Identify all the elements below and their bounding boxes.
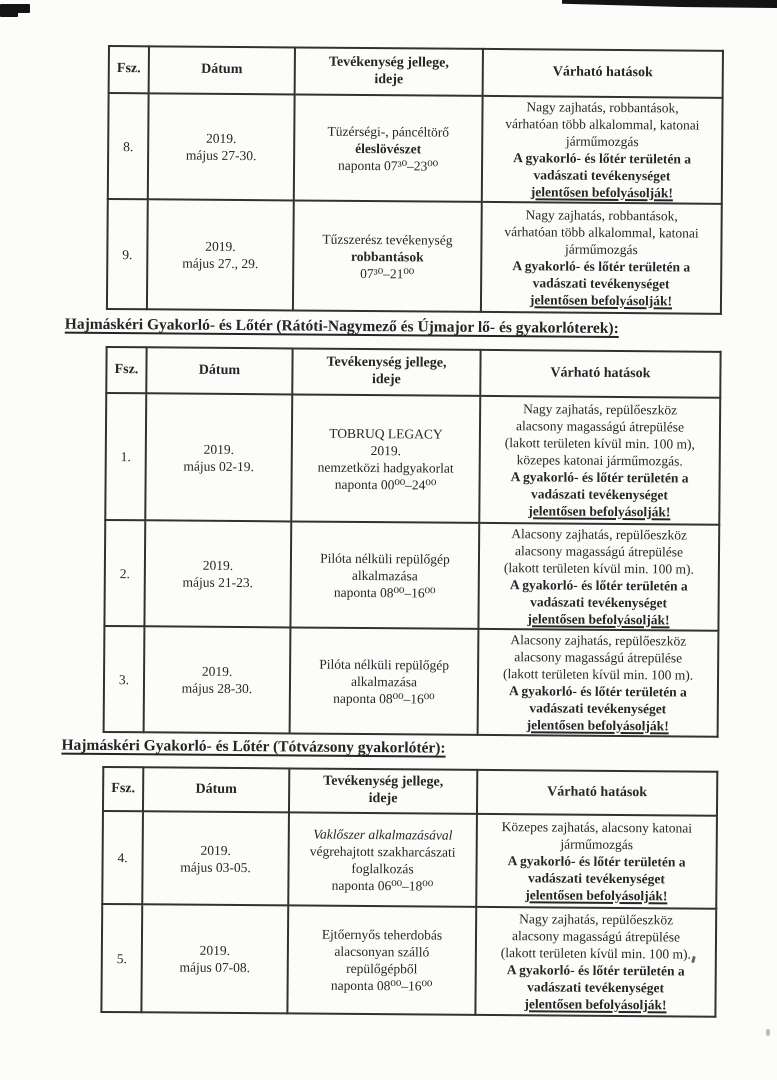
section-heading-ratoti-ujmajor: Hajmáskéri Gyakorló- és Lőtér (Rátóti-Nagymező és Újmajor lő- és gyakorlóterek): bbox=[64, 315, 619, 338]
table-row bbox=[104, 626, 719, 737]
row-number-cell: 9. bbox=[107, 199, 148, 309]
date-cell: 2019. május 27., 29. bbox=[147, 199, 294, 310]
schedule-table-1 bbox=[106, 45, 724, 315]
date-cell: 2019. május 28-30. bbox=[144, 626, 291, 733]
section-heading-totvazsony: Hajmáskéri Gyakorló- és Lőtér (Tótvázsony gyakorlótér): bbox=[61, 736, 446, 757]
table-header-row bbox=[109, 46, 723, 98]
header-effects: Várható hatások bbox=[483, 49, 723, 98]
activity-cell: TOBRUQ LEGACY 2019. nemzetközi hadgyakorlat naponta 00⁰⁰–24⁰⁰ bbox=[291, 394, 480, 522]
table-row bbox=[107, 199, 722, 314]
row-number-cell: 4. bbox=[102, 811, 143, 904]
header-datum: Dátum bbox=[146, 347, 292, 394]
header-activity: Tevékenység jellege, ideje bbox=[289, 768, 477, 813]
header-datum: Dátum bbox=[149, 46, 295, 94]
activity-cell: Ejtőernyős teherdobás alacsonyan szálló repülőgépből naponta 08⁰⁰–16⁰⁰ bbox=[287, 905, 476, 1014]
table-row bbox=[102, 811, 717, 909]
row-number-cell: 3. bbox=[104, 626, 145, 732]
row-number-cell: 8. bbox=[108, 93, 149, 199]
date-cell: 2019. május 27-30. bbox=[148, 93, 295, 200]
date-cell: 2019. május 03-05. bbox=[142, 811, 289, 905]
table-header-row bbox=[106, 347, 720, 398]
effects-cell: Nagy zajhatás, repülőeszköz alacsony magasságú átrepülése (lakott területen kívül min. 100 m). A gyakorló- és lőtér területén a vadászati tevékenységet jelentősen befolyásolják! bbox=[475, 907, 716, 1017]
schedule-table-2 bbox=[103, 346, 722, 738]
table-row bbox=[105, 393, 720, 525]
date-cell: 2019. május 21-23. bbox=[144, 520, 291, 627]
effects-cell: Alacsony zajhatás, repülőeszköz alacsony magasságú átrepülése (lakott területen kívül min. 100 m). A gyakorló- és lőtér területén a vadászati tevékenységet jelentősen befolyásolják! bbox=[478, 629, 719, 737]
effects-cell: Nagy zajhatás, robbantások, várhatóan több alkalommal, katonai járműmozgás A gyakorló- és lőtér területén a vadászati tevékenységet jelentősen befolyásolják! bbox=[481, 202, 722, 314]
activity-cell: Tüzérségi-, páncéltörő éleslövészet naponta 07³⁰–23⁰⁰ bbox=[294, 94, 483, 201]
effects-cell: Alacsony zajhatás, repülőeszköz alacsony magasságú átrepülése (lakott területen kívül min. 100 m). A gyakorló- és lőtér területén a vadászati tevékenységet jelentősen befolyásolják! bbox=[478, 523, 719, 631]
row-number-cell: 2. bbox=[104, 520, 145, 626]
table-row bbox=[101, 904, 716, 1017]
header-datum: Dátum bbox=[143, 767, 289, 812]
table-row bbox=[104, 520, 719, 631]
effects-cell: Nagy zajhatás, robbantások, várhatóan több alkalommal, katonai járműmozgás A gyakorló- és lőtér területén a vadászati tevékenységet jelentősen befolyásolják! bbox=[482, 96, 723, 204]
row-number-cell: 5. bbox=[101, 904, 142, 1012]
header-fsz: Fsz. bbox=[106, 347, 146, 393]
header-activity: Tevékenység jellege, ideje bbox=[295, 47, 483, 95]
header-effects: Várható hatások bbox=[480, 350, 720, 398]
row-number-cell: 1. bbox=[105, 393, 146, 520]
activity-cell: Vaklőszer alkalmazásával végrehajtott szakharcászati foglalkozás naponta 06⁰⁰–18⁰⁰ bbox=[288, 812, 477, 906]
header-effects: Várható hatások bbox=[477, 770, 717, 816]
table-header-row bbox=[103, 767, 717, 816]
activity-cell: Pilóta nélküli repülőgép alkalmazása naponta 08⁰⁰–16⁰⁰ bbox=[290, 627, 479, 734]
schedule-table-3 bbox=[100, 766, 718, 1018]
header-fsz: Fsz. bbox=[109, 46, 149, 93]
table-row bbox=[108, 93, 723, 204]
header-activity: Tevékenység jellege, ideje bbox=[292, 348, 480, 395]
activity-cell: Pilóta nélküli repülőgép alkalmazása naponta 08⁰⁰–16⁰⁰ bbox=[290, 521, 479, 628]
effects-cell: Nagy zajhatás, repülőeszköz alacsony magasságú átrepülése (lakott területen kívül min. 100 m), közepes katonai járműmozgás. A gyakorló- és lőtér területén a vadászati tevékenységet jelentősen befolyásolják! bbox=[479, 396, 720, 525]
header-fsz: Fsz. bbox=[103, 767, 143, 811]
effects-cell: Közepes zajhatás, alacsony katonai járműmozgás A gyakorló- és lőtér területén a vadászati tevékenységet jelentősen befolyásolják! bbox=[476, 814, 717, 909]
date-cell: 2019. május 02-19. bbox=[145, 393, 292, 521]
activity-cell: Tűzszerész tevékenység robbantások 07³⁰–21⁰⁰ bbox=[293, 200, 482, 311]
date-cell: 2019. május 07-08. bbox=[141, 904, 288, 1013]
